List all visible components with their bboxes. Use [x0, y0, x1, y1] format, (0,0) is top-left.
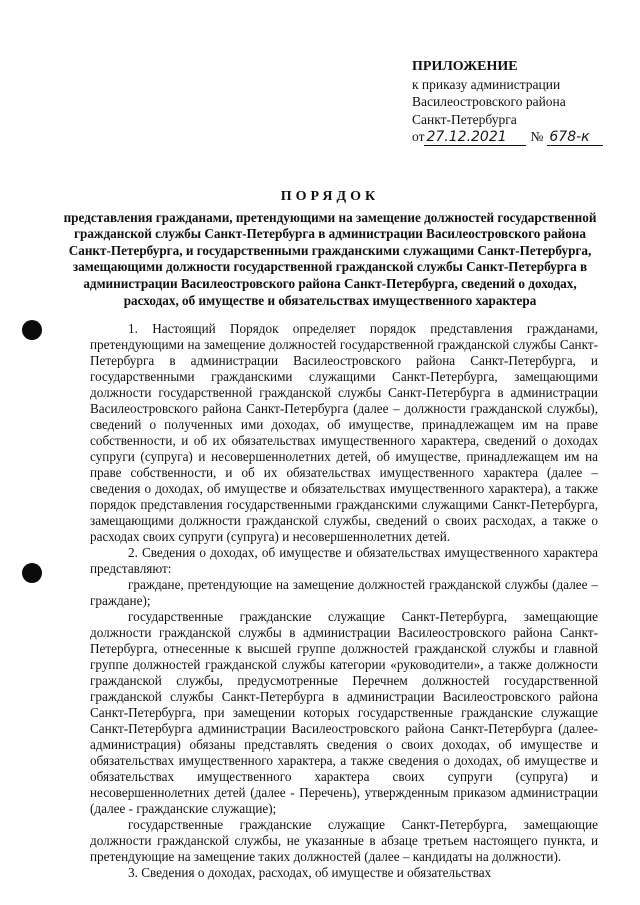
- paragraph-5: государственные гражданские служащие Санкт-Петербурга, замещающие должности гражданской службы, не указанные в абзаце третьем настоящего пункта, и претендующие на замещение таких должностей (далее – кандидаты на должности).: [90, 817, 598, 864]
- appendix-line-1: к приказу администрации: [412, 76, 561, 92]
- date-prefix: от: [412, 129, 425, 144]
- document-title-block: [60, 189, 600, 309]
- appendix-block: [412, 58, 612, 146]
- handwritten-date: 27.12.2021: [424, 130, 526, 146]
- paragraph-6: 3. Сведения о доходах, расходах, об имуществе и обязательствах: [128, 865, 492, 880]
- punch-hole-bottom: [22, 563, 42, 583]
- paragraph-4: государственные гражданские служащие Санкт-Петербурга, замещающие должности гражданской службы в администрации Василеостровского района Санкт-Петербурга, отнесенные к высшей группе должностей гражданской службы и главной группе должностей гражданской службы категории «руководители», а также должности гражданской службы, предусмотренные Перечнем должностей государственной гражданской службы Санкт-Петербурга в администрации Василеостровского района Санкт-Петербурга, при замещении которых государственные гражданские служащие Санкт-Петербурга администрации Василеостровского района Санкт-Петербурга (далее- администрация) обязаны представлять сведения о своих доходах, об имуществе и обязательствах имущественного характера, а также сведения о доходах, об имуществе и обязательствах имущественного характера своих супруги (супруга) и несовершеннолетних детей (далее - Перечень), утвержденным приказом администрации (далее - гражданские служащие);: [90, 609, 598, 816]
- document-body: [90, 321, 598, 881]
- order-date-number: [412, 128, 612, 146]
- appendix-line-2: Василеостровского района: [412, 94, 566, 109]
- paragraph-3: граждане, претендующие на замещение должностей гражданской службы (далее – граждане);: [90, 577, 598, 608]
- appendix-line-3: Санкт-Петербурга: [412, 111, 517, 127]
- handwritten-number: 678-к: [547, 130, 603, 146]
- punch-hole-top: [22, 320, 42, 340]
- number-prefix: №: [530, 129, 544, 144]
- paragraph-1: 1. Настоящий Порядок определяет порядок представления гражданами, претендующими на замещение должностей государственной гражданской службы Санкт-Петербурга в администрации Василеостровского района Санкт-Петербурга, и государственными гражданскими служащими Санкт-Петербурга, замещающими должности государственной гражданской службы Санкт-Петербурга в администрации Василеостровского района Санкт-Петербурга (далее – должности гражданской службы), сведений о полученных ими доходах, об имуществе, принадлежащем им на праве собственности, и об их обязательствах имущественного характера, сведений о доходах супруги (супруга) и несовершеннолетних детей, об имуществе, принадлежащем им на праве собственности, и об их обязательствах имущественного характера (далее – сведения о доходах, об имуществе и обязательствах имущественного характера), а также порядок представления государственными гражданскими служащими Санкт-Петербурга, замещающими должности гражданской службы, сведений о своих расходах, а также о расходах своих супруги (супруга) и несовершеннолетних детей.: [90, 321, 598, 544]
- appendix-title: ПРИЛОЖЕНИЕ: [412, 59, 518, 74]
- document-subtitle: представления гражданами, претендующими на замещение должностей государственной гражданской службы Санкт-Петербурга в администрации Василеостровского района Санкт-Петербурга, и государственными гражданскими служащими Санкт-Петербурга, замещающими должности государственной гражданской службы Санкт-Петербурга в администрации Василеостровского района Санкт-Петербурга, сведений о доходах, расходах, об имуществе и обязательствах имущественного характера: [63, 209, 597, 308]
- paragraph-2: 2. Сведения о доходах, об имуществе и обязательствах имущественного характера представляют:: [90, 545, 598, 576]
- document-title: ПОРЯДОК: [280, 189, 380, 204]
